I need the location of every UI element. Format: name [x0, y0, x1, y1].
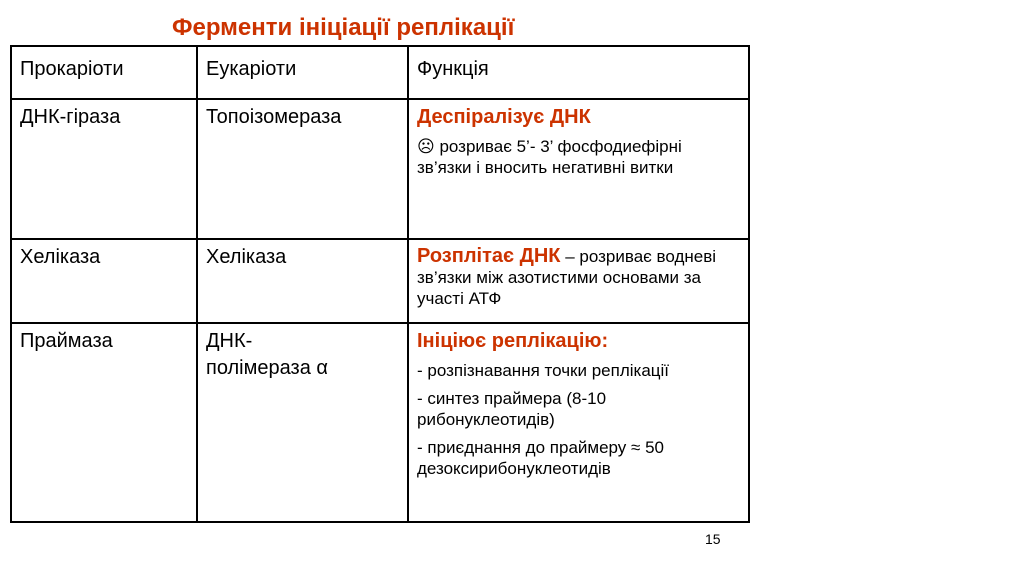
cell-eukaryote: [197, 323, 408, 522]
table-header-row: [11, 46, 749, 99]
cell-eukaryote: Топоізомераза: [197, 99, 408, 239]
function-text: – розриває водневі зв’язки між азотистими основами за участі АТФ: [417, 247, 717, 308]
function-item: - розпізнавання точки реплікації: [417, 361, 670, 380]
cell-eukaryote: Хеліказа: [197, 239, 408, 323]
table-row: [11, 99, 749, 239]
eukaryote-line: полімераза α: [206, 357, 328, 379]
header-prokaryotes: Прокаріоти: [11, 46, 197, 99]
table-row: [11, 323, 749, 522]
enzymes-table: [10, 45, 750, 523]
cell-prokaryote: Хеліказа: [11, 239, 197, 323]
header-eukaryotes: Еукаріоти: [197, 46, 408, 99]
function-item: - приєднання до праймеру ≈ 50 дезоксирибонуклеотидів: [417, 438, 664, 478]
cell-prokaryote: ДНК-гіраза: [11, 99, 197, 239]
function-title: Деспіралізує ДНК: [417, 106, 591, 128]
cell-function: [408, 239, 749, 323]
slide-title: Ферменти ініціації реплікації: [172, 14, 515, 41]
eukaryote-line: ДНК-: [206, 330, 253, 352]
function-title: Ініціює реплікацію:: [417, 330, 609, 352]
cell-function: [408, 99, 749, 239]
page-number: 15: [705, 531, 721, 547]
function-text: ☹ розриває 5’- 3’ фосфодиефірні зв’язки і вносить негативні витки: [417, 137, 682, 177]
header-function: Функція: [408, 46, 749, 99]
cell-prokaryote: Праймаза: [11, 323, 197, 522]
cell-function: [408, 323, 749, 522]
function-title: Розплітає ДНК: [417, 245, 561, 267]
function-item: - синтез праймера (8-10 рибонуклеотидів): [417, 389, 607, 429]
table-row: [11, 239, 749, 323]
